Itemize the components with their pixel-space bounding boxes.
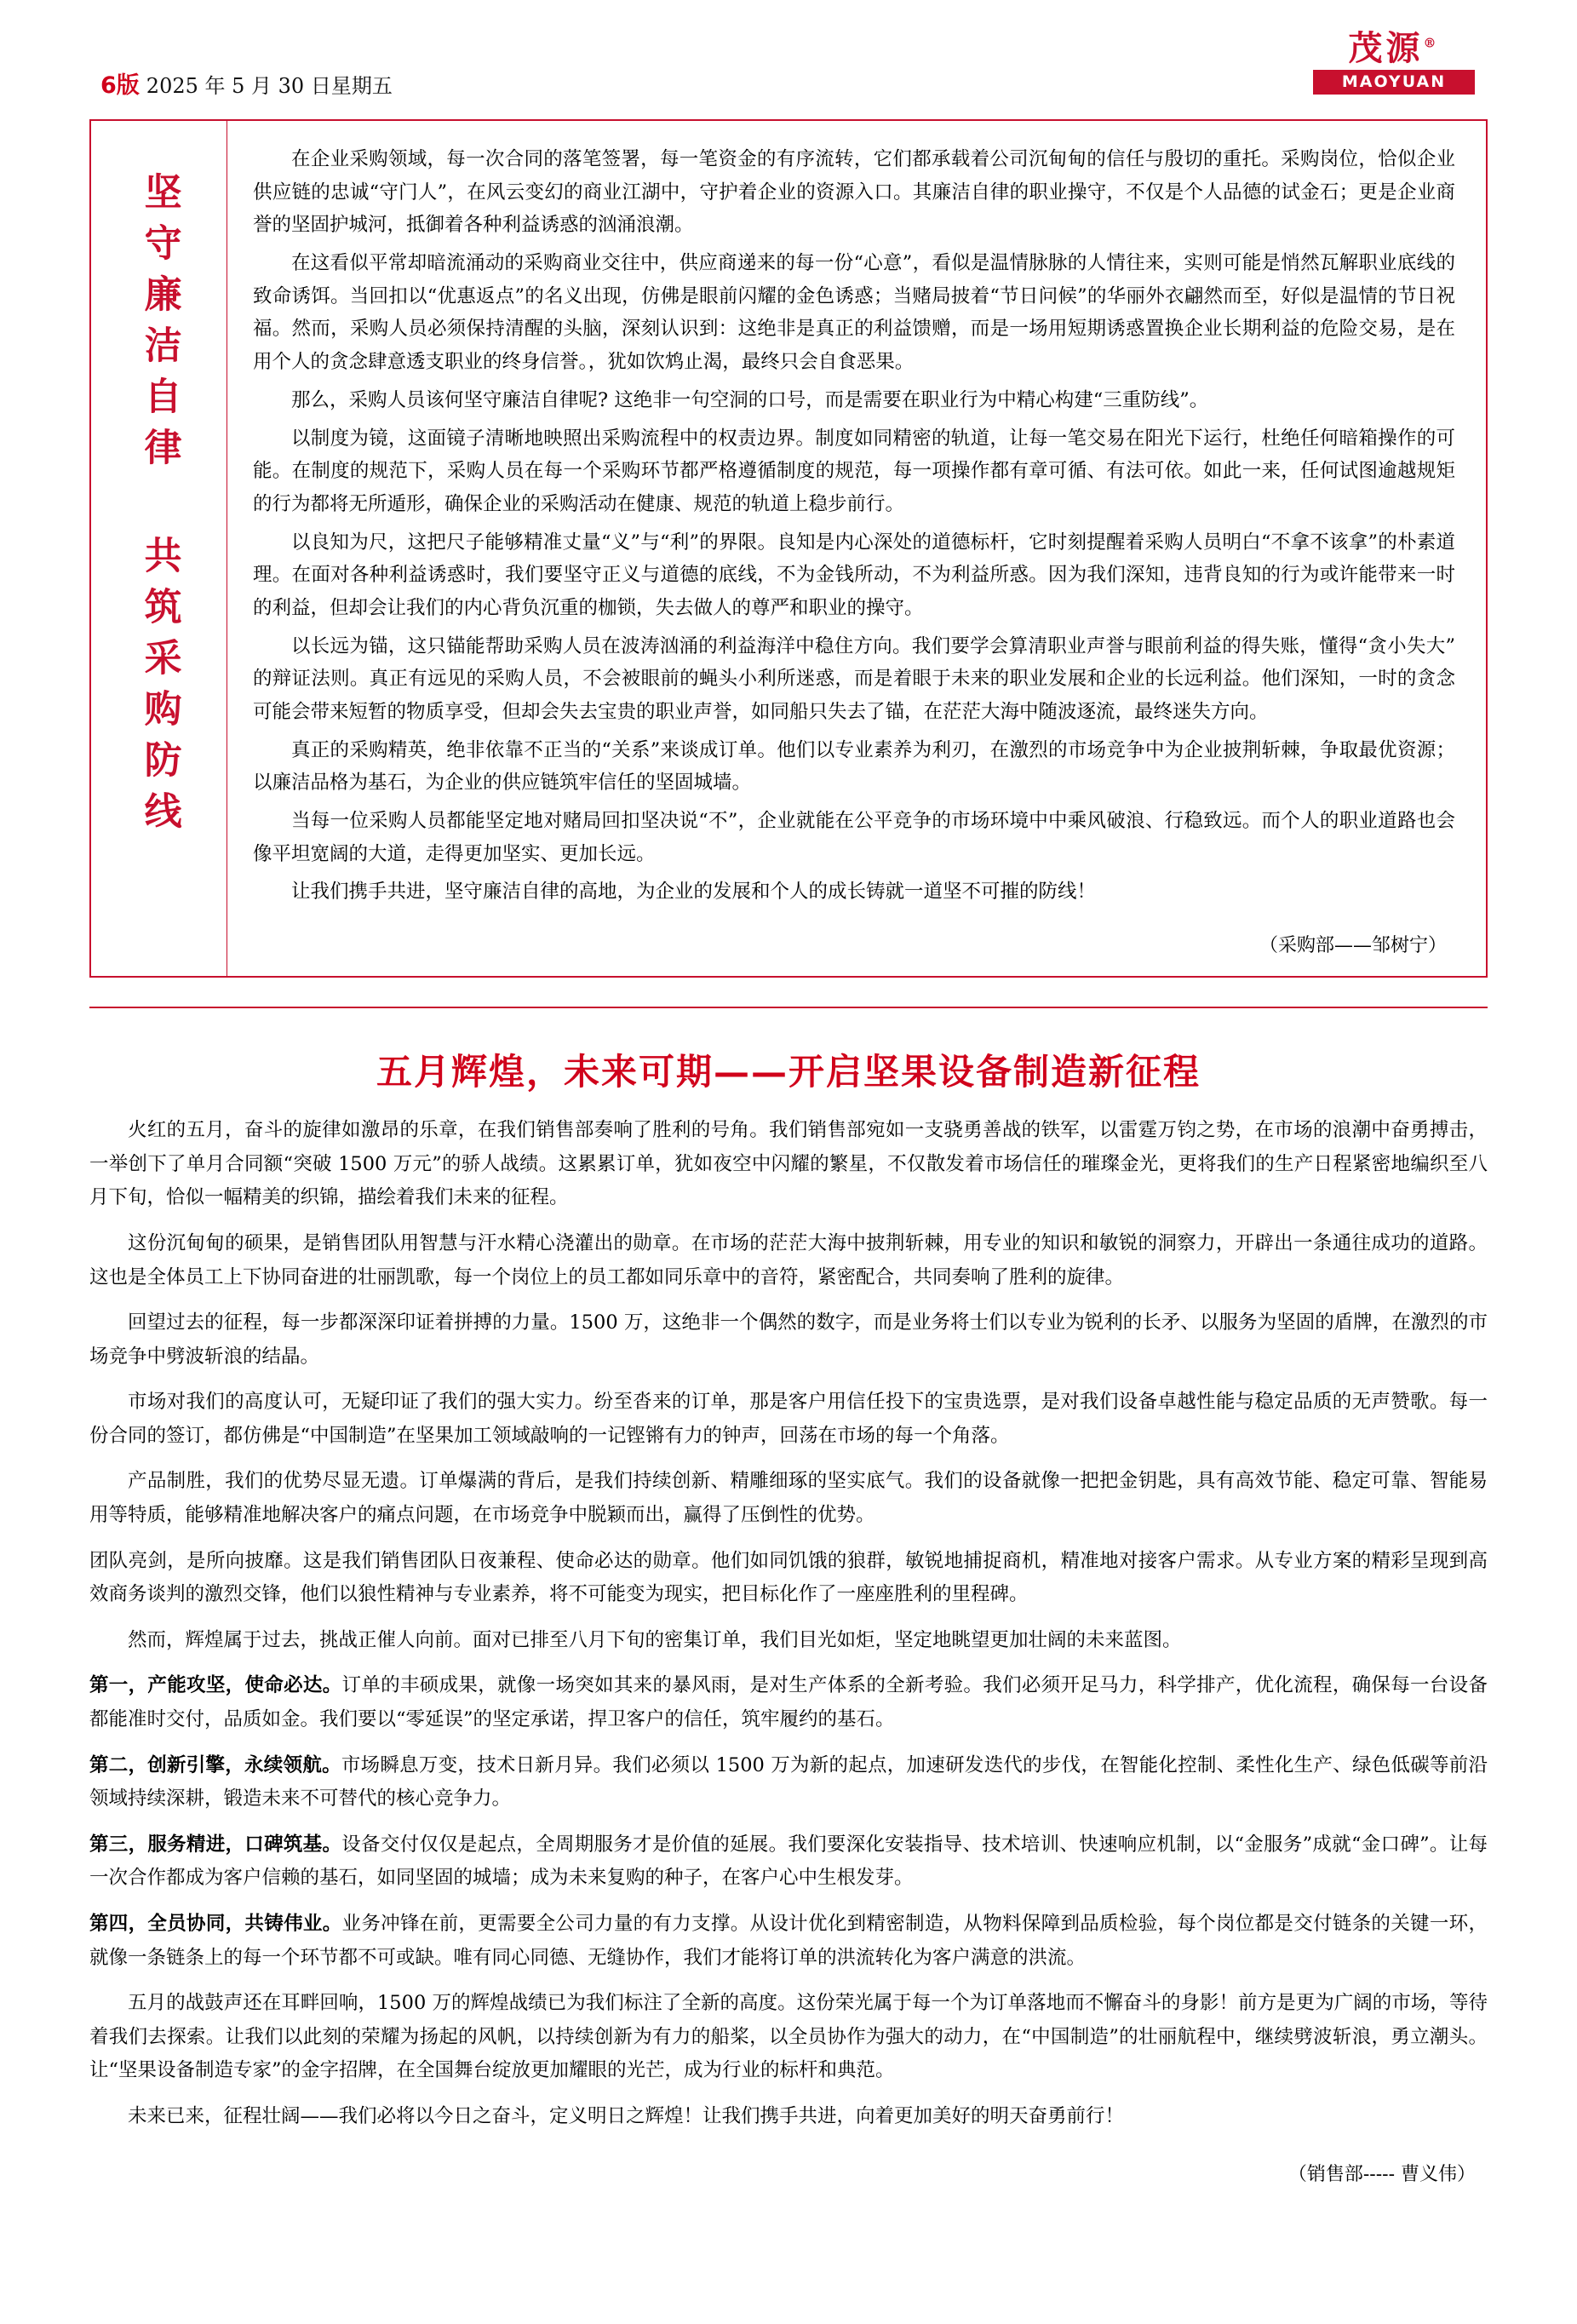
point-item: [89, 1908, 1488, 1975]
point-text: 市场瞬息万变，技术日新月异。我们必须以 1500 万为新的起点，加速研发迭代的步伐，在智能化控制、柔性化生产、绿色低碳等前沿领域持续深耕，锻造未来不可替代的核心竞争力。: [89, 1753, 1488, 1810]
paragraph: 以制度为镜，这面镜子清晰地映照出采购流程中的权责边界。制度如同精密的轨道，让每一笔交易在阳光下运行，杜绝任何暗箱操作的可能。在制度的规范下，采购人员在每一个采购环节都严格遵循制度的规范，每一项操作都有章可循、有法可依。如此一来，任何试图逾越规矩的行为都将无所遁形，确保企业的采购活动在健康、规范的轨道上稳步前行。: [253, 427, 1455, 515]
article-integrity-title-panel: [91, 121, 227, 976]
page-number: 6版: [100, 72, 140, 99]
paragraph: 让我们携手共进，坚守廉洁自律的高地，为企业的发展和个人的成长铸就一道坚不可摧的防线！: [291, 881, 1097, 904]
paragraph: 当每一位采购人员都能坚定地对赌局回扣坚决说“不”，企业就能在公平竞争的市场环境中中乘风破浪、行稳致远。而个人的职业道路也会像平坦宽阔的大道，走得更加坚实、更加长远。: [253, 810, 1455, 865]
article-integrity: [89, 119, 1488, 978]
point-label: 第二，创新引擎，永续领航。: [89, 1753, 341, 1776]
logo-chinese-name: [1313, 28, 1475, 68]
point-label: 第一，产能攻坚，使命必达。: [89, 1674, 342, 1697]
paragraph: 以良知为尺，这把尺子能够精准丈量“义”与“利”的界限。良知是内心深处的道德标杆，它时刻提醒着采购人员明白“不拿不该拿”的朴素道理。在面对各种利益诱惑时，我们要坚守正义与道德的底线，不为金钱所动，不为利益所惑。因为我们深知，违背良知的行为或许能带来一时的利益，但却会让我们的内心背负沉重的枷锁，失去做人的尊严和职业的操守。: [253, 531, 1455, 619]
paragraph: 五月的战鼓声还在耳畔回响，1500 万的辉煌战绩已为我们标注了全新的高度。这份荣光属于每一个为订单落地而不懈奋斗的身影！前方是更为广阔的市场，等待着我们去探索。让我们以此刻的荣耀为扬起的风帆，以持续创新为有力的船桨，以全员协作为强大的动力，在“中国制造”的壮丽航程中，继续劈波斩浪，勇立潮头。让“坚果设备制造专家”的金字招牌，在全国舞台绽放更加耀眼的光芒，成为行业的标杆和典范。: [89, 1992, 1488, 2082]
point-item: [89, 1749, 1488, 1816]
article-integrity-body: [227, 121, 1486, 976]
point-text: 业务冲锋在前，更需要全公司力量的有力支撑。从设计优化到精密制造，从物料保障到品质检验，每个岗位都是交付链条的关键一环，就像一条链条上的每一个环节都不可或缺。唯有同心同德、无缝协作，我们才能将订单的洪流转化为客户满意的洪流。: [89, 1913, 1488, 1969]
paragraph: 未来已来，征程壮阔——我们必将以今日之奋斗，定义明日之辉煌！让我们携手共进，向着更加美好的明天奋勇前行！: [128, 2104, 1125, 2127]
paragraph: 以长远为锚，这只锚能帮助采购人员在波涛汹涌的利益海洋中稳住方向。我们要学会算清职业声誉与眼前利益的得失账，懂得“贪小失大”的辩证法则。真正有远见的采购人员，不会被眼前的蝇头小利所迷惑，而是着眼于未来的职业发展和企业的长远利益。他们深知，一时的贪念可能会带来短暂的物质享受，但却会失去宝贵的职业声誉，如同船只失去了锚，在茫茫大海中随波逐流，最终迷失方向。: [253, 634, 1455, 723]
logo-chinese-text: 茂源: [1348, 28, 1424, 68]
paragraph: 这份沉甸甸的硕果，是销售团队用智慧与汗水精心浇灌出的勋章。在市场的茫茫大海中披荆斩棘，用专业的知识和敏锐的洞察力，开辟出一条通往成功的道路。这也是全体员工上下协同奋进的壮丽凯歌，每一个岗位上的员工都如同乐章中的音符，紧密配合，共同奏响了胜利的旋律。: [89, 1231, 1488, 1288]
paragraph: 市场对我们的高度认可，无疑印证了我们的强大实力。纷至沓来的订单，那是客户用信任投下的宝贵选票，是对我们设备卓越性能与稳定品质的无声赞歌。每一份合同的签订，都仿佛是“中国制造”在坚果加工领域敲响的一记铿锵有力的钟声，回荡在市场的每一个角落。: [89, 1391, 1488, 1447]
paragraph: 在这看似平常却暗流涌动的采购商业交往中，供应商递来的每一份“心意”，看似是温情脉脉的人情往来，实则可能是悄然瓦解职业底线的致命诱饵。当回扣以“优惠返点”的名义出现，仿佛是眼前闪耀的金色诱惑；当赌局披着“节日问候”的华丽外衣翩然而至，好似是温情的节日祝福。然而，采购人员必须保持清醒的头脑，深刻认识到：这绝非是真正的利益馈赠，而是一场用短期诱惑置换企业长期利益的危险交易，是在用个人的贪念肆意透支职业的终身信誉。，犹如饮鸩止渴，最终只会自食恶果。: [253, 252, 1455, 374]
brand-logo: [1313, 28, 1475, 95]
point-item: [89, 1669, 1488, 1736]
paragraph-transition: 然而，辉煌属于过去，挑战正催人向前。面对已排至八月下旬的密集订单，我们目光如炬，坚定地眺望更加壮阔的未来蓝图。: [128, 1628, 1182, 1651]
paragraph: 在企业采购领域，每一次合同的落笔签署，每一笔资金的有序流转，它们都承载着公司沉甸甸的信任与殷切的重托。采购岗位，恰似企业供应链的忠诚“守门人”，在风云变幻的商业江湖中，守护着企业的资源入口。其廉洁自律的职业操守，不仅是个人品德的试金石；更是企业商誉的坚固护城河，抵御着各种利益诱惑的汹涌浪潮。: [253, 148, 1455, 237]
point-text: 设备交付仅仅是起点，全周期服务才是价值的延展。我们要深化安装指导、技术培训、快速响应机制，以“金服务”成就“金口碑”。让每一次合作都成为客户信赖的基石，如同坚固的城墙；成为未来复购的种子，在客户心中生根发芽。: [89, 1833, 1488, 1890]
masthead-left: [100, 66, 393, 100]
point-label: 第三，服务精进，口碑筑基。: [89, 1833, 342, 1856]
registered-mark-icon: ®: [1423, 35, 1440, 51]
issue-date: 2025 年 5 月 30 日星期五: [146, 74, 393, 98]
masthead: [0, 0, 1577, 119]
article-sales: [89, 1007, 1488, 2185]
point-label: 第四，全员协同，共铸伟业。: [89, 1913, 342, 1935]
article-sales-headline: 五月辉煌，未来可期——开启坚果设备制造新征程: [376, 1051, 1201, 1093]
paragraph-team: 团队亮剑，是所向披靡。这是我们销售团队日夜兼程、使命必达的勋章。他们如同饥饿的狼群，敏锐地捕捉商机，精准地对接客户需求。从专业方案的精彩呈现到高效商务谈判的激烈交锋，他们以狼性精神与专业素养，将不可能变为现实，把目标化作了一座座胜利的里程碑。: [89, 1549, 1488, 1606]
paragraph: 火红的五月，奋斗的旋律如激昂的乐章，在我们销售部奏响了胜利的号角。我们销售部宛如一支骁勇善战的铁军，以雷霆万钧之势，在市场的浪潮中奋勇搏击，一举创下了单月合同额“突破 1500 万元”的骄人战绩。这累累订单，犹如夜空中闪耀的繁星，不仅散发着市场信任的璀璨金光，更将我们的生产日程紧密地编织至八月下旬，恰似一幅精美的织锦，描绘着我们未来的征程。: [89, 1119, 1488, 1209]
paragraph: 回望过去的征程，每一步都深深印证着拼搏的力量。1500 万，这绝非一个偶然的数字，而是业务将士们以专业为锐利的长矛、以服务为坚固的盾牌，在激烈的市场竞争中劈波斩浪的结晶。: [89, 1311, 1488, 1368]
article-sales-signature: （销售部----- 曹义伟）: [1287, 2163, 1476, 2185]
logo-english-name: MAOYUAN: [1313, 70, 1475, 95]
paragraph: 真正的采购精英，绝非依靠不正当的“关系”来谈成订单。他们以专业素养为利刃，在激烈的市场竞争中为企业披荆斩棘，争取最优资源；以廉洁品格为基石，为企业的供应链筑牢信任的坚固城墙。: [253, 738, 1455, 795]
article-integrity-vertical-title: 坚守廉洁自律 共筑采购防线: [137, 172, 181, 842]
paragraph: 产品制胜，我们的优势尽显无遗。订单爆满的背后，是我们持续创新、精雕细琢的坚实底气。我们的设备就像一把把金钥匙，具有高效节能、稳定可靠、智能易用等特质，能够精准地解决客户的痛点问题，在市场竞争中脱颖而出，赢得了压倒性的优势。: [89, 1470, 1488, 1527]
article-integrity-signature: （采购部——邹树宁）: [1259, 935, 1447, 957]
point-text: 订单的丰硕成果，就像一场突如其来的暴风雨，是对生产体系的全新考验。我们必须开足马力，科学排产，优化流程，确保每一台设备都能准时交付，品质如金。我们要以“零延误”的坚定承诺，捍卫客户的信任，筑牢履约的基石。: [89, 1674, 1488, 1731]
point-item: [89, 1828, 1488, 1896]
paragraph: 那么，采购人员该何坚守廉洁自律呢? 这绝非一句空洞的口号，而是需要在职业行为中精心构建“三重防线”。: [291, 388, 1209, 411]
